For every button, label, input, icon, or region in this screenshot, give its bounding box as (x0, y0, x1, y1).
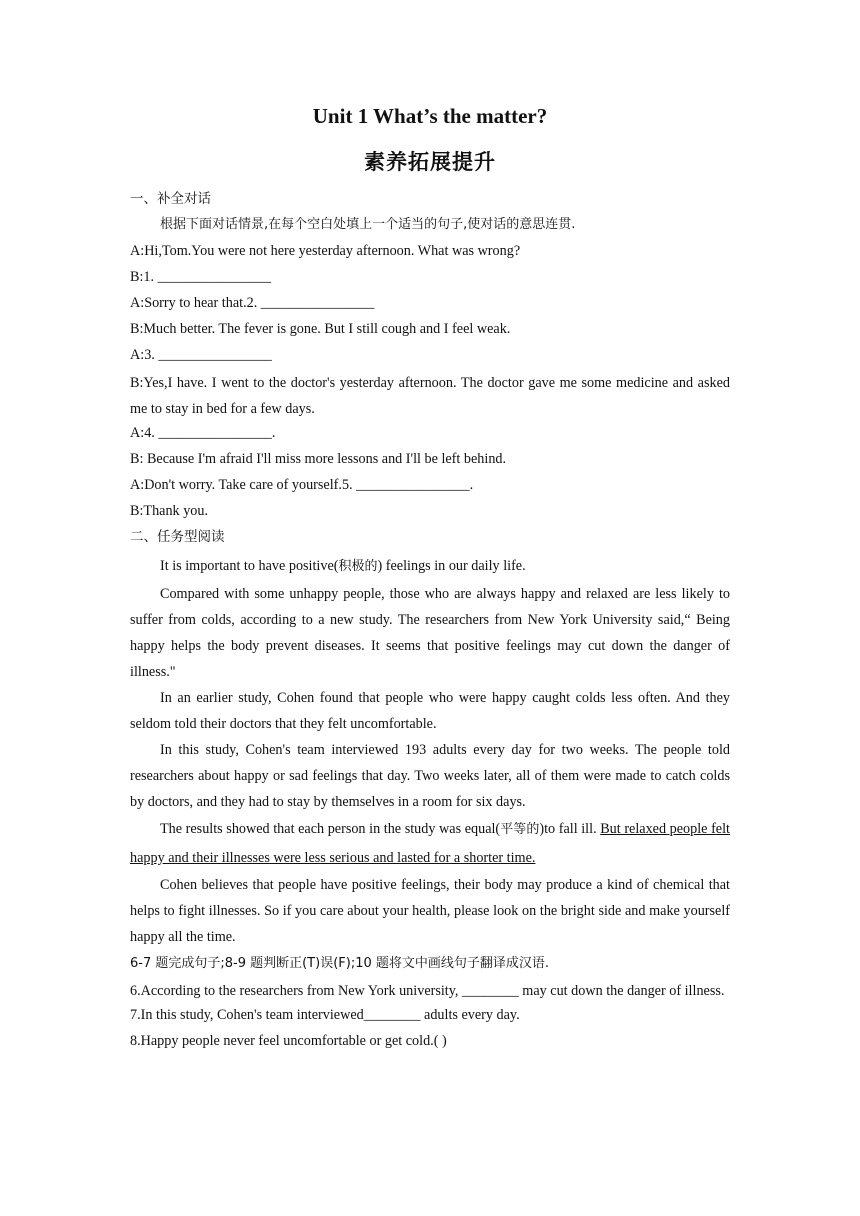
dialogue-line: A:3. ________________ (130, 347, 272, 363)
reading-paragraph: In an earlier study, Cohen found that people who were happy caught colds less often. And they seldom told their doctors that they felt uncomfortable. (130, 690, 730, 732)
dialogue-line: A:Don't worry. Take care of yourself.5. ________________. (130, 477, 474, 493)
question-6: 6.According to the researchers from New York university, ________ may cut down the danger of illness. (130, 983, 725, 999)
dialogue-line: B:Thank you. (130, 503, 209, 519)
reading-paragraph (130, 815, 730, 872)
dialogue-instruction: 根据下面对话情景,在每个空白处填上一个适当的句子,使对话的意思连贯. (160, 217, 576, 232)
paragraph-text: )to fall ill. (539, 821, 601, 837)
question-8: 8.Happy people never feel uncomfortable or get cold.( ) (130, 1033, 447, 1049)
reading-paragraph (130, 552, 730, 581)
dialogue-line: A:4. ________________. (130, 425, 276, 441)
section-heading-reading: 二、任务型阅读 (130, 529, 225, 545)
dialogue-line: B:Much better. The fever is gone. But I still cough and I feel weak. (130, 321, 511, 337)
paragraph-text-cn: 平等的 (500, 822, 540, 837)
dialogue-line: B: Because I'm afraid I'll miss more lessons and I'll be left behind. (130, 451, 507, 467)
document-body (130, 188, 730, 1056)
paragraph-text: ) feelings in our daily life. (377, 558, 526, 574)
dialogue-line: A:Hi,Tom.You were not here yesterday afternoon. What was wrong? (130, 243, 521, 259)
underlined-sentence: But relaxed people felt happy and their illnesses were less serious and lasted for a shorter time. (130, 821, 730, 866)
reading-paragraph: In this study, Cohen's team interviewed 193 adults every day for two weeks. The people told researchers about happy or sad feelings that day. Two weeks later, all of them were made to catch colds by doctors, and they had to stay by themselves in a room for six days. (130, 742, 730, 810)
dialogue-line: A:Sorry to hear that.2. ________________ (130, 295, 375, 311)
paragraph-text-cn: 积极的 (338, 559, 378, 574)
paragraph-text: The results showed that each person in the study was equal( (160, 821, 501, 837)
page-title: Unit 1 What’s the matter? (312, 104, 548, 128)
section-heading-dialogue: 一、补全对话 (130, 191, 211, 207)
paragraph-text: It is important to have positive( (160, 558, 339, 574)
page-subtitle: 素养拓展提升 (364, 150, 496, 174)
dialogue-line: B:1. ________________ (130, 269, 272, 285)
reading-paragraph: Cohen believes that people have positive feelings, their body may produce a kind of chemical that helps to fight illnesses. So if you care about your health, please look on the bright side and make yourself happy all the time. (130, 877, 730, 945)
question-7: 7.In this study, Cohen's team interviewed________ adults every day. (130, 1007, 520, 1023)
reading-paragraph: Compared with some unhappy people, those who are always happy and relaxed are less likely to suffer from colds, according to a new study. The researchers from New York University said,“ Being happy helps the body prevent diseases. It seems that positive feelings may cut down the danger of illness." (130, 586, 730, 680)
task-instruction: 6-7 题完成句子;8-9 题判断正(T)误(F);10 题将文中画线句子翻译成汉语. (130, 956, 550, 971)
dialogue-line: B:Yes,I have. I went to the doctor's yesterday afternoon. The doctor gave me some medicine and asked me to stay in bed for a few days. (130, 375, 730, 417)
